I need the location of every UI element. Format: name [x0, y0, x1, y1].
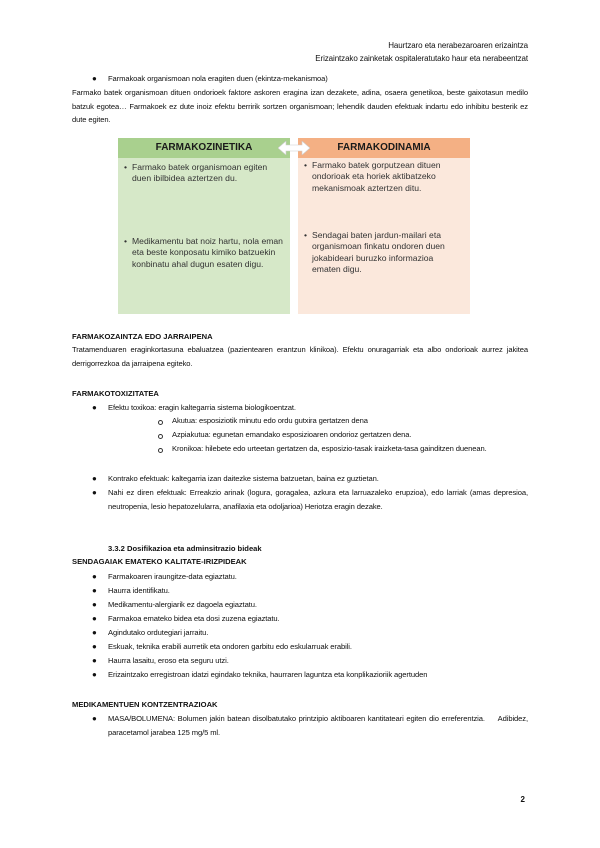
- criteria-item: Haurra identifikatu.: [108, 586, 170, 595]
- bullet-dot: ●: [92, 572, 97, 581]
- criteria-item: Farmakoa emateko bidea eta dosi zuzena egiaztatu.: [108, 614, 280, 623]
- bullet-dot: ●: [92, 74, 97, 83]
- bullet-dot: ●: [92, 403, 97, 412]
- farmakozaintza-title: FARMAKOZAINTZA EDO JARRAIPENA: [72, 332, 213, 341]
- bullet-dot: •: [304, 160, 308, 170]
- bullet-dot: ●: [92, 642, 97, 651]
- bullet-dot: •: [124, 162, 128, 172]
- farmakozaintza-paragraph: Tratamenduaren eraginkortasuna ebaluatzea (pazientearen erantzun klinikoa). Efektu onuragarriak eta albo ondorioak aurrez jakitea derrigorrezkoa da jarraipena egiteko.: [72, 345, 528, 368]
- akutua-item: Akutua: esposiziotik minutu edo ordu gutxira gertatzen dena: [172, 416, 368, 425]
- criteria-item: Haurra lasaitu, eroso eta seguru utzi.: [108, 656, 229, 665]
- quality-criteria-title: SENDAGAIAK EMATEKO KALITATE-IRIZPIDEAK: [72, 557, 247, 566]
- kronikoa-item: Kronikoa: hilebete edo urteetan gertatzen da, esposizio-tasak iraizketa-tasa gainditzen duenean.: [172, 444, 487, 453]
- criteria-item: Farmakoaren iraungitze-data egiaztatu.: [108, 572, 237, 581]
- header-line-1: Haurtzaro eta nerabezaroaren erizaintza: [388, 41, 528, 50]
- farmakodinamia-title: FARMAKODINAMIA: [337, 142, 431, 153]
- double-arrow-icon: [278, 141, 310, 155]
- criteria-item: Agindutako ordutegiari jarraitu.: [108, 628, 209, 637]
- dosification-subtitle: 3.3.2 Dosifikazioa eta adminsitrazio bideak: [108, 544, 262, 553]
- sub-bullet-circle: [158, 420, 163, 425]
- bullet-dot: ●: [92, 670, 97, 679]
- sub-bullet-circle: [158, 448, 163, 453]
- unwanted-effects-item: Nahi ez diren efektuak: Erreakzio arinak (logura, goragalea, azkura eta larruazaleko erupzioa), edo larriak (amas depresioa, neutropenia, lesio hepatozelularra, anafilaxia eta odoljarioa) Heriotza eragin dezake.: [108, 488, 528, 511]
- farmakozinetika-item-1: Farmako batek organismoan egiten duen ibilbidea aztertzen du.: [132, 162, 268, 184]
- bullet-dot: ●: [92, 714, 97, 723]
- sub-bullet-circle: [158, 434, 163, 439]
- contrary-effects-item: Kontrako efektuak: kaltegarria izan daitezke sistema batzuetan, baina ez guztietan.: [108, 474, 379, 483]
- bullet-dot: ●: [92, 474, 97, 483]
- farmakodinamia-item-2: Sendagai baten jardun-mailari eta organismoan finkatu ondoren duen jokabideari buruzko informazioa ematen digu.: [312, 230, 445, 275]
- intro-bullet: Farmakoak organismoan nola eragiten duen (ekintza-mekanismoa): [108, 74, 328, 83]
- toxic-effect-item: Efektu toxikoa: eragin kaltegarria sistema biologikoentzat.: [108, 403, 296, 412]
- criteria-item: Eskuak, teknika erabili aurretik eta ondoren garbitu edo eskularruak erabili.: [108, 642, 352, 651]
- bullet-dot: ●: [92, 656, 97, 665]
- page-number: 2: [520, 795, 525, 804]
- bullet-dot: •: [304, 230, 308, 240]
- farmakozinetika-item-2: Medikamentu bat noiz hartu, nola eman eta beste konposatu kimiko batzuekin konbinatu ahal dugun esaten digu.: [132, 236, 283, 269]
- criteria-item: Erizaintzako erregistroan idatzi egindako teknika, haurraren laguntza eta konplikazioriik agertuden: [108, 670, 428, 679]
- bullet-dot: •: [124, 236, 128, 246]
- farmakotoxizitatea-title: FARMAKOTOXIZITATEA: [72, 389, 159, 398]
- farmakozinetika-title: FARMAKOZINETIKA: [155, 142, 253, 153]
- criteria-item: Medikamentu-alergiarik ez dagoela egiaztatu.: [108, 600, 257, 609]
- azpiakutua-item: Azpiakutua: egunetan emandako esposizioaren ondorioz gertatzen dena.: [172, 430, 412, 439]
- farmakodinamia-item-1: Farmako batek gorputzean dituen ondorioak eta horiek aktibatzeko mekanismoak aztertzen ditu.: [312, 160, 441, 193]
- bullet-dot: ●: [92, 628, 97, 637]
- bullet-dot: ●: [92, 600, 97, 609]
- header-line-2: Erizaintzako zainketak ospitaleratutako haur eta nerabeentzat: [315, 54, 528, 63]
- masa-bolumena-item: MASA/BOLUMENA: Bolumen jakin batean disolbatutako printzipio aktiboaren kantitateari egiten dio erreferentzia. Adibidez, paracetamol jarabea 125 mg/5 ml.: [108, 714, 531, 737]
- bullet-dot: ●: [92, 586, 97, 595]
- bullet-dot: ●: [92, 614, 97, 623]
- pharmacology-diagram: [118, 138, 470, 314]
- bullet-dot: ●: [92, 488, 97, 497]
- concentrations-title: MEDIKAMENTUEN KONTZENTRAZIOAK: [72, 700, 218, 709]
- intro-paragraph: Farmako batek organismoan dituen ondorioek faktore askoren eragina izan dezakete, adina, osaera genetikoa, beste gaixotasun medilo batzuk egotea… Farmakoek ez dute inoiz efektu berririk sortzen organismoan; lehendik dauden efektuak indartu edo inhibitu besterik ez dute egiten.: [72, 88, 528, 124]
